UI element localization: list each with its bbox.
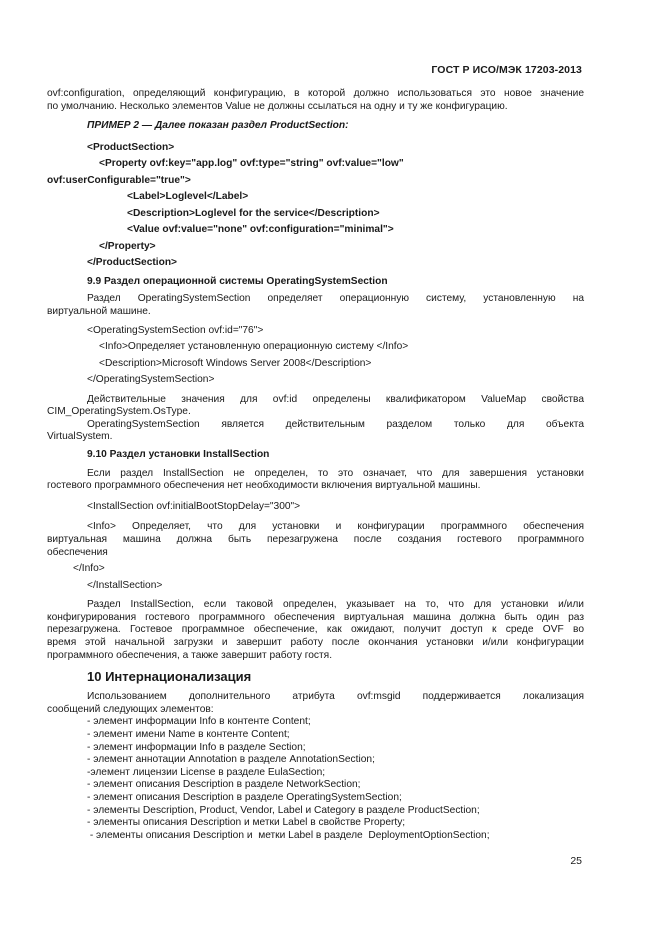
install-description-line: гостевого программного обеспечения нет необходимости включения виртуальной машины. (47, 480, 481, 492)
list-item: - элементы Description, Product, Vendor, Label и Category в разделе ProductSection; (87, 804, 480, 816)
code-line: <ProductSection> (87, 141, 175, 153)
intro-text-line: по умолчанию. Несколько элементов Value не должны ссылаться на одну и ту же конфигурацию. (47, 100, 508, 112)
list-item: - элемент описания Description в разделе OperatingSystemSection; (87, 792, 402, 803)
install-explanation-line: перезагружена. Гостевое программное обеспечение, как ожидают, получит доступ к среде OVF во (47, 624, 584, 636)
product-section-code (47, 140, 584, 272)
i18n-intro-line: сообщений следующих элементов: (47, 703, 214, 715)
list-item: -элемент лицензии License в разделе EulaSection; (87, 766, 326, 778)
intro-text-line: ovf:configuration, определяющий конфигурацию, в которой должно использоваться это новое значение (47, 88, 584, 99)
code-line: <Value ovf:value="none" ovf:configuration="minimal"> (127, 224, 394, 236)
page-number: 25 (570, 855, 582, 867)
code-line: </Info> (73, 563, 105, 575)
code-line: <Description>Microsoft Windows Server 2008</Description> (99, 357, 372, 369)
install-explanation-line: программного обеспечения, а также завершит работу гостя. (47, 649, 333, 661)
code-line: ovf:userConfigurable="true"> (47, 174, 191, 186)
i18n-intro-line: Использованием дополнительного атрибута ovf:msgid поддерживается локализация (87, 691, 584, 703)
list-item: - элемент информации Info в разделе Section; (87, 741, 306, 753)
list-item: - элемент описания Description в разделе NetworkSection; (87, 779, 361, 791)
list-item: - элемент аннотации Annotation в разделе AnnotationSection; (87, 754, 375, 766)
install-info-line: <Info> Определяет, что для установки и конфигурации программного обеспечения (87, 521, 584, 533)
section-heading-9-10: 9.10 Раздел установки InstallSection (87, 448, 270, 460)
page-body (47, 88, 584, 842)
list-item: - элементы описания Description и метки Label в разделе DeploymentOptionSection; (87, 829, 490, 841)
install-explanation-line: Раздел InstallSection, если таковой определен, указывает на то, что для установки и/или (87, 599, 584, 611)
code-line: <Label>Loglevel</Label> (127, 191, 249, 203)
code-line: <Property ovf:key="app.log" ovf:type="string" ovf:value="low" (99, 158, 404, 170)
install-explanation-line: время этой начальной загрузки и завершит работу после окончания установки и/или конфигурации (47, 637, 584, 649)
os-values-line: Действительные значения для ovf:id определены квалификатором ValueMap свойства (87, 393, 584, 405)
install-info-line: обеспечения (47, 546, 108, 558)
code-line: <Info>Определяет установленную операционную систему </Info> (99, 341, 409, 353)
i18n-element-list (47, 716, 584, 842)
section-heading-10: 10 Интернационализация (87, 669, 252, 685)
install-info-line: виртуальная машина должна быть перезагружена после создания гостевого программного (47, 533, 584, 545)
os-description-line: Раздел OperatingSystemSection определяет операционную систему, установленную на (87, 293, 584, 305)
os-valid-line: VirtualSystem. (47, 431, 113, 443)
document-header: ГОСТ Р ИСО/МЭК 17203-2013 (431, 64, 582, 76)
os-description-line: виртуальной машине. (47, 305, 151, 317)
os-values-line: CIM_OperatingSystem.OsType. (47, 406, 191, 418)
list-item: - элемент имени Name в контенте Content; (87, 729, 290, 741)
example-title: ПРИМЕР 2 — Далее показан раздел ProductSection: (87, 120, 349, 132)
list-item: - элементы описания Description и метки Label в свойстве Property; (87, 817, 406, 829)
os-valid-line: OperatingSystemSection является действительным разделом только для объекта (87, 418, 584, 430)
code-line: </OperatingSystemSection> (87, 374, 215, 386)
code-line: </Property> (99, 240, 156, 252)
code-line: <InstallSection ovf:initialBootStopDelay="300"> (87, 500, 301, 512)
code-line: </InstallSection> (87, 579, 163, 591)
install-explanation-line: конфигурирования гостевого программного обеспечения виртуальная машина должна быть один раз (47, 611, 584, 623)
install-description-line: Если раздел InstallSection не определен, то это означает, что для завершения установки (87, 467, 584, 479)
code-line: </ProductSection> (87, 257, 178, 269)
list-item: - элемент информации Info в контенте Content; (87, 716, 311, 728)
section-heading-9-9: 9.9 Раздел операционной системы OperatingSystemSection (87, 275, 388, 287)
code-line: <OperatingSystemSection ovf:id="76"> (87, 324, 264, 336)
code-line: <Description>Loglevel for the service</Description> (127, 207, 380, 219)
